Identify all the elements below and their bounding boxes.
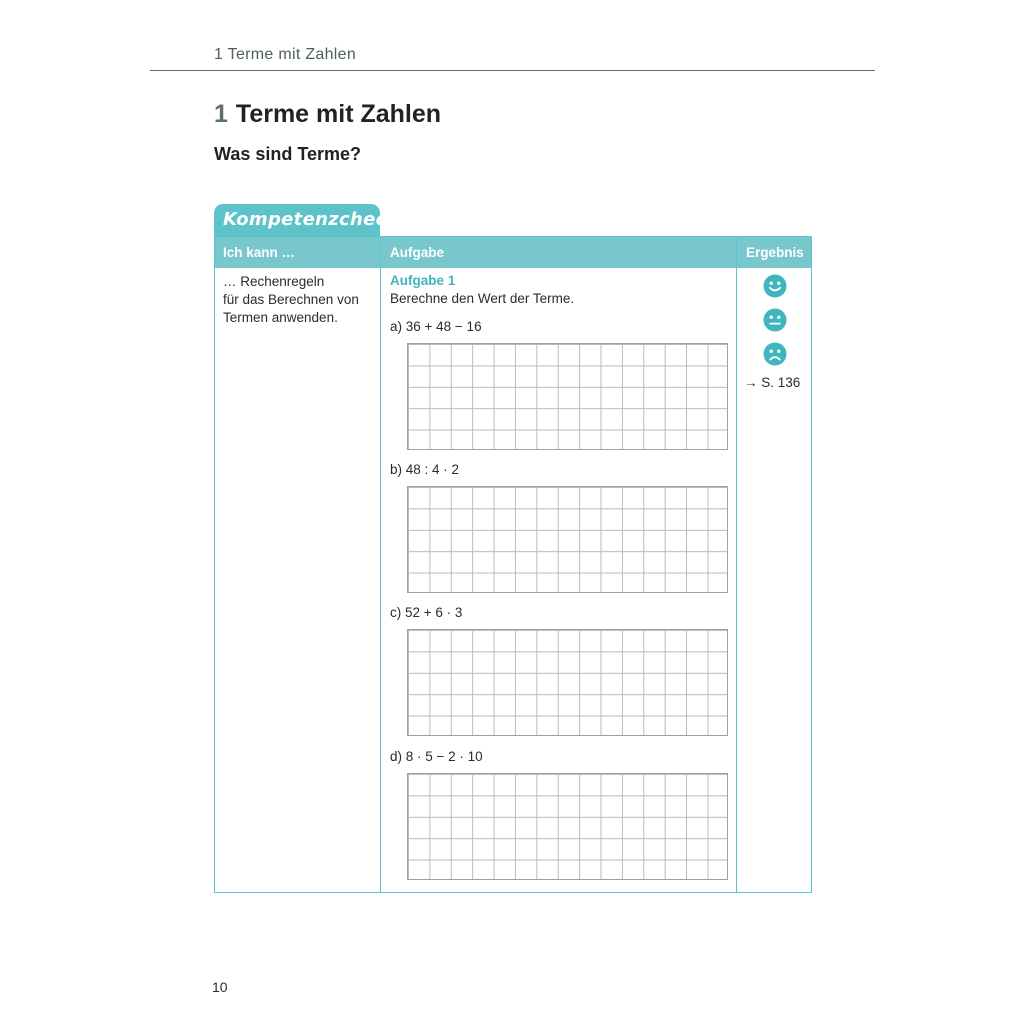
section-subtitle: Was sind Terme? bbox=[214, 144, 362, 164]
ich-kann-text bbox=[223, 273, 373, 327]
answer-grid-c[interactable] bbox=[407, 629, 728, 736]
task-b-label: b) 48 : 4 · 2 bbox=[390, 462, 460, 477]
page-reference: → S. 136 bbox=[744, 375, 801, 390]
answer-grid-d[interactable] bbox=[407, 773, 728, 880]
column-divider bbox=[736, 237, 737, 892]
header-rule bbox=[150, 70, 875, 71]
aufgabe-title: Aufgabe 1 bbox=[390, 273, 456, 288]
running-head: 1 Terme mit Zahlen bbox=[214, 46, 357, 63]
header-ergebnis: Ergebnis bbox=[746, 245, 804, 260]
task-a-label: a) 36 + 48 − 16 bbox=[390, 319, 482, 334]
ich-kann-line: für das Berechnen von bbox=[223, 292, 359, 307]
table-header bbox=[215, 237, 811, 268]
header-aufgabe: Aufgabe bbox=[390, 245, 444, 260]
column-divider bbox=[380, 237, 381, 892]
answer-grid-b[interactable] bbox=[407, 486, 728, 593]
happy-face-icon[interactable] bbox=[763, 274, 787, 298]
chapter-title bbox=[214, 100, 441, 129]
ich-kann-line: … Rechenregeln bbox=[223, 274, 325, 289]
ich-kann-line: Termen anwenden. bbox=[223, 310, 338, 325]
page-number: 10 bbox=[212, 979, 228, 995]
chapter-number: 1 bbox=[214, 100, 228, 128]
task-c-label: c) 52 + 6 · 3 bbox=[390, 605, 463, 620]
kompetenzcheck-table bbox=[214, 236, 812, 893]
neutral-face-icon[interactable] bbox=[763, 308, 787, 332]
chapter-title-text: Terme mit Zahlen bbox=[235, 100, 442, 128]
aufgabe-instruction: Berechne den Wert der Terme. bbox=[390, 291, 575, 306]
task-d-label: d) 8 · 5 − 2 · 10 bbox=[390, 749, 483, 764]
sad-face-icon[interactable] bbox=[763, 342, 787, 366]
answer-grid-a[interactable] bbox=[407, 343, 728, 450]
kompetenzcheck-tab: Kompetenzcheck bbox=[214, 204, 380, 236]
header-ich-kann: Ich kann … bbox=[223, 245, 296, 260]
